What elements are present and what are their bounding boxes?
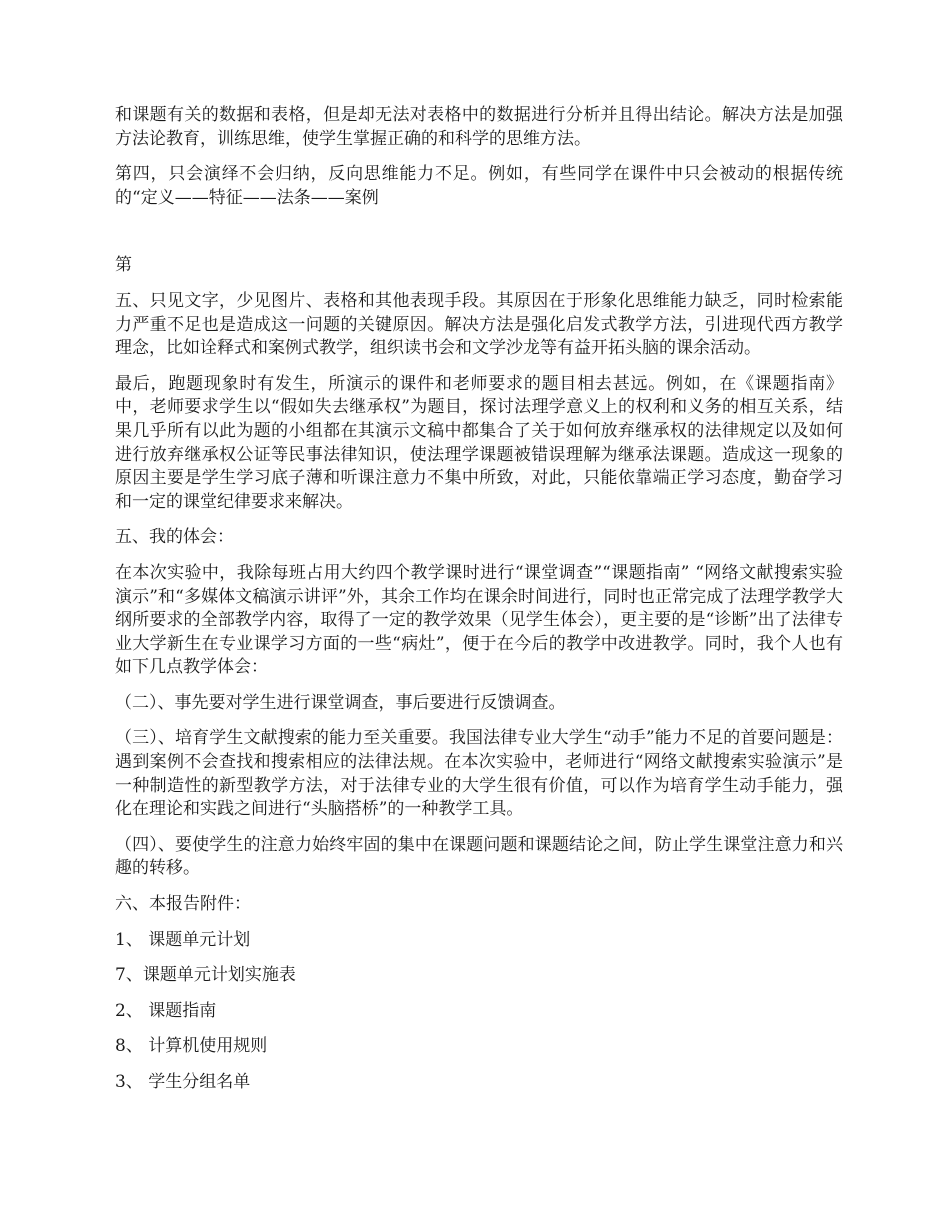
paragraph-item-two: （二）、事先要对学生进行课堂调查，事后要进行反馈调查。 [115, 692, 566, 713]
list-item: 7、课题单元计划实施表 [115, 965, 296, 986]
paragraph-finally: 最后，跑题现象时有发生，所演示的课件和老师要求的题目相去甚远。例如，在《课题指南》中，老师要求学生以“假如失去继承权”为题目，探讨法理学意义上的权利和义务的相互关系，结果几乎所有以此为题的小组都在其演示文稿中都集合了关于如何放弃继承权的法律规定以及如何进行放弃继承权公证等民事法律知识，使法理学课题被错误理解为继承法课题。造成这一现象的原因主要是学生学习底子薄和听课注意力不集中所致，对此，只能依靠端正学习态度，勤奋学习和一定的课堂纪律要求来解决。 [115, 373, 843, 512]
paragraph-point-four: 第四，只会演绎不会归纳，反向思维能力不足。例如，有些同学在课件中只会被动的根据传统的“定义——特征——法条——案例 [115, 164, 843, 208]
paragraph-item-four: （四）、要使学生的注意力始终牢固的集中在课题问题和课题结论之间，防止学生课堂注意力和兴趣的转移。 [115, 834, 843, 879]
section-heading-attachments: 六、本报告附件： [115, 894, 251, 915]
paragraph-data-analysis: 和课题有关的数据和表格，但是却无法对表格中的数据进行分析并且得出结论。解决方法是加强方法论教育，训练思维，使学生掌握正确的和科学的思维方法。 [115, 105, 843, 149]
paragraph-experiment: 在本次实验中，我除每班占用大约四个教学课时进行“课堂调查”“课题指南” “网络文献搜索实验演示”和“多媒体文稿演示讲评”外，其余工作均在课余时间进行，同时也正常完成了法理学教学大纲所要求的全部教学内容，取得了一定的教学效果（见学生体会），更主要的是“诊断”出了法律专业大学新生在专业课学习方面的一些“病灶”，便于在今后的教学中改进教学。同时，我个人也有如下几点教学体会： [115, 562, 843, 678]
section-heading-experience: 五、我的体会： [115, 527, 234, 548]
document-page [115, 104, 843, 1107]
spacer [115, 222, 843, 254]
paragraph-item-three: （三）、培育学生文献搜索的能力至关重要。我国法律专业大学生“动手”能力不足的首要问题是：遇到案例不会查找和搜索相应的法律法规。在本次实验中，老师进行“网络文献搜索实验演示”是一种制造性的新型教学方法，对于法律专业的大学生很有价值，可以作为培育学生动手能力，强化在理论和实践之间进行“头脑搭桥”的一种教学工具。 [115, 728, 843, 820]
list-item: 3、 学生分组名单 [115, 1072, 251, 1092]
list-item: 8、 计算机使用规则 [115, 1036, 268, 1057]
list-item: 2、 课题指南 [115, 1000, 217, 1021]
paragraph-point-five: 五、只见文字，少见图片、表格和其他表现手段。其原因在于形象化思维能力缺乏，同时检索能力严重不足也是造成这一问题的关键原因。解决方法是强化启发式教学方法，引进现代西方教学理念，比如诠释式和案例式教学，组织读书会和文学沙龙等有益开拓头脑的课余活动。 [115, 290, 843, 359]
list-item: 1、 课题单元计划 [115, 929, 251, 950]
paragraph-fragment: 第 [115, 255, 132, 276]
attachment-list [115, 929, 843, 1095]
